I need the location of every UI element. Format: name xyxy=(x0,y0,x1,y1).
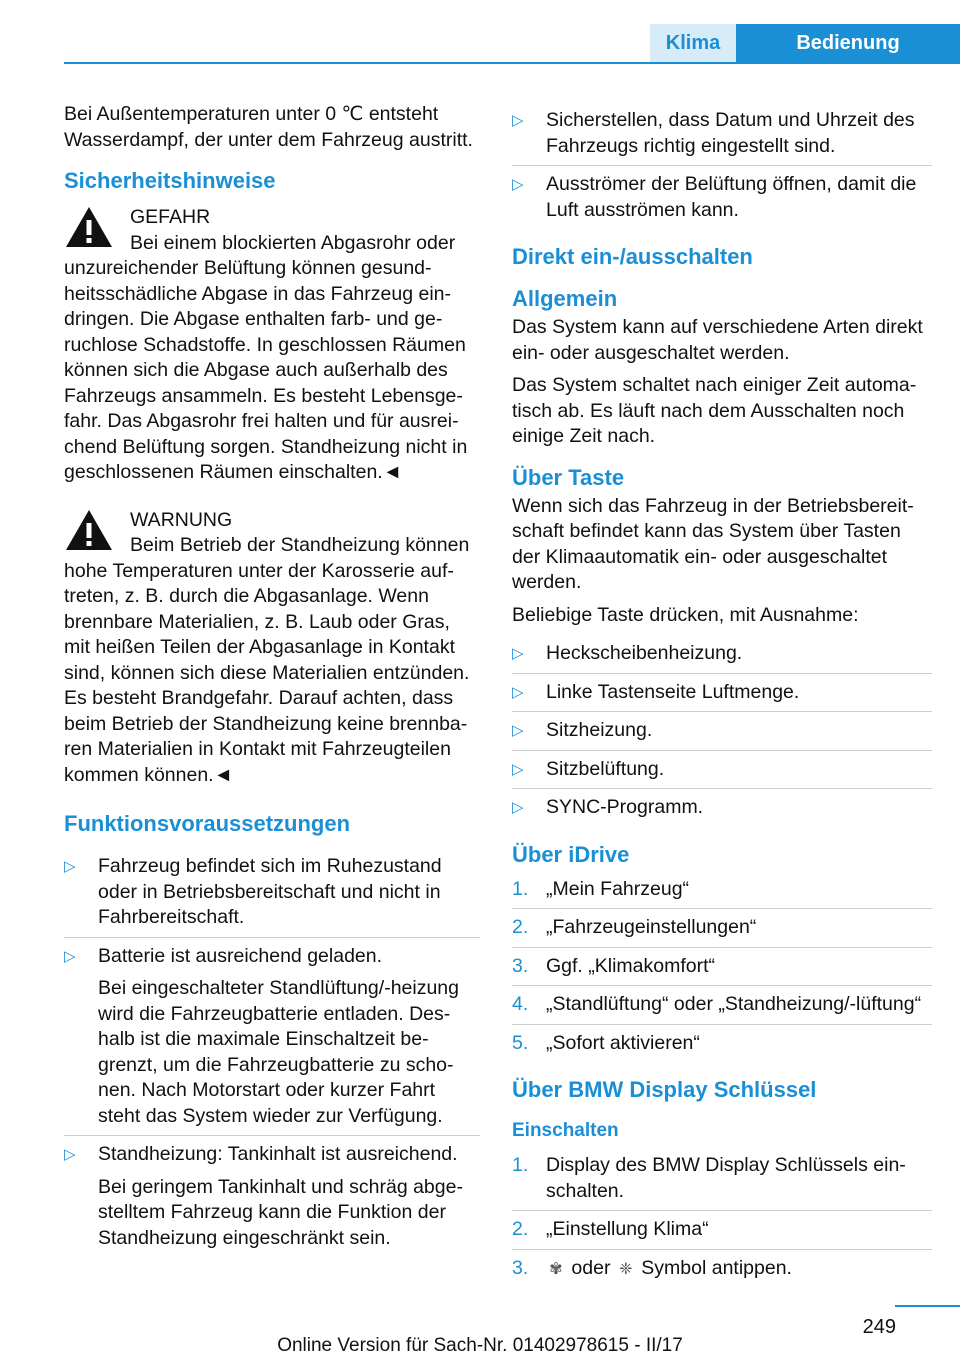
list-item-text: Standheizung: Tankinhalt ist ausreichend. xyxy=(98,1143,458,1165)
right-column xyxy=(512,102,932,1288)
step-item xyxy=(512,1024,932,1063)
requirements-list-continued xyxy=(512,102,932,229)
heading-direkt: Direkt ein-/ausschalten xyxy=(512,244,753,269)
step-item xyxy=(512,947,932,986)
step-text: „Fahrzeugeinstellungen“ xyxy=(546,916,757,938)
tab-klima[interactable]: Klima xyxy=(650,24,736,62)
warning-label: GEFAHR xyxy=(130,206,211,228)
step-number: 5. xyxy=(512,1031,529,1054)
requirements-list xyxy=(64,848,480,1257)
heating-icon: ❈ xyxy=(619,1260,633,1278)
step-text: Symbol antippen. xyxy=(641,1256,792,1279)
warning-text: Bei einem blockierten Abgasrohr oder unzureichender Belüftung können gesundheitsschädliche Abgase in das Fahrzeug eindringen. Die Abgase enthalten farb- und geruchlose Schadstoffe. In geschlossen Räumen können sich die Abgase auch außerhalb des Fahrzeugs ansammeln. Es besteht Lebensgefahr. Das Abgasrohr frei halten und für ausreichend Belüftung sorgen. Standheizung nicht in geschlossenen Räumen einschalten.◄ xyxy=(64,231,468,483)
intro-paragraph: Bei Außentemperaturen unter 0 ℃ entsteht Wasserdampf, der unter dem Fahrzeug austritt. xyxy=(64,103,473,151)
step-text: „Standlüftung“ oder „Standheizung/-lüftung“ xyxy=(546,993,922,1015)
list-item-text: Fahrzeug befindet sich im Ruhezustand oder in Betriebsbereitschaft und nicht in Fahrbereitschaft. xyxy=(98,855,442,928)
list-item-text: Sicherstellen, dass Datum und Uhrzeit des Fahrzeugs richtig eingestellt sind. xyxy=(546,109,915,157)
left-column xyxy=(64,102,480,1257)
paragraph: Das System schaltet nach einiger Zeit automatisch ab. Es läuft nach dem Ausschalten noch einige Zeit nach. xyxy=(512,374,917,447)
step-number: 3. xyxy=(512,954,529,977)
page-number: 249 xyxy=(862,1316,896,1338)
list-item-note: Bei geringem Tankinhalt und schräg abgestelltem Fahrzeug kann die Funktion der Standheizung eingeschränkt sein. xyxy=(98,1175,463,1249)
tab-bedienung[interactable]: Bedienung xyxy=(736,24,960,62)
list-item-text: Heckscheibenheizung. xyxy=(546,642,743,664)
warning-triangle-icon xyxy=(64,508,114,552)
paragraph: Beliebige Taste drücken, mit Ausnahme: xyxy=(512,603,859,626)
step-text: „Einstellung Klima“ xyxy=(546,1218,709,1240)
footer-rule xyxy=(895,1305,960,1307)
list-item-text: SYNC-Programm. xyxy=(546,796,704,818)
heading-ueber-idrive: Über iDrive xyxy=(512,841,630,867)
ventilation-icon: ✾ xyxy=(549,1260,563,1278)
list-item xyxy=(512,673,932,712)
step-text: Display des BMW Display Schlüssels einschalten. xyxy=(546,1154,906,1202)
step-item xyxy=(512,908,932,947)
page-header xyxy=(64,24,960,64)
step-text: Ggf. „Klimakomfort“ xyxy=(546,954,716,977)
step-item xyxy=(512,1210,932,1249)
idrive-steps xyxy=(512,871,932,1063)
heading-funktionsvoraussetzungen: Funktionsvoraussetzungen xyxy=(64,811,351,836)
list-item xyxy=(64,937,480,1136)
heading-allgemein: Allgemein xyxy=(512,286,618,311)
list-item-note: Bei eingeschalteter Standlüftung/-heizung wird die Fahrzeugbatterie entladen. Deshalb ist die maximale Einschaltzeit begrenzt, um die Fahrzeugbatterie zu schonen. Nach Motorstart oder kurzer Fahrt steht das System wieder zur Verfügung. xyxy=(98,977,459,1127)
list-item xyxy=(512,635,932,673)
warning-warnung xyxy=(64,508,480,789)
online-version-note: Online Version für Sach-Nr. 01402978615 - II/17 xyxy=(277,1335,683,1356)
list-item xyxy=(512,788,932,827)
list-item xyxy=(512,165,932,229)
step-text: oder xyxy=(571,1256,611,1279)
warning-triangle-icon xyxy=(64,205,114,249)
step-number: 3. xyxy=(512,1256,529,1279)
step-number: 1. xyxy=(512,877,529,900)
list-item xyxy=(512,750,932,789)
paragraph: Das System kann auf verschiedene Arten direkt ein- oder ausgeschaltet werden. xyxy=(512,316,923,364)
list-item xyxy=(64,848,480,937)
paragraph: Wenn sich das Fahrzeug in der Betriebsbereitschaft befindet kann das System über Tasten der Klimaautomatik ein- oder ausgeschaltet werden. xyxy=(512,494,914,593)
heading-bmw-display-schluessel: Über BMW Display Schlüssel xyxy=(512,1077,817,1102)
step-item xyxy=(512,871,932,909)
list-item-text: Linke Tastenseite Luftmenge. xyxy=(546,680,800,703)
key-steps xyxy=(512,1147,932,1288)
list-item xyxy=(64,1135,480,1257)
step-item xyxy=(512,985,932,1024)
heading-ueber-taste: Über Taste xyxy=(512,464,625,490)
list-item-text: Sitzheizung. xyxy=(546,719,653,741)
step-item xyxy=(512,1249,932,1289)
step-number: 1. xyxy=(512,1154,529,1176)
warning-gefahr xyxy=(64,205,480,486)
list-item xyxy=(512,102,932,165)
warning-label: WARNUNG xyxy=(130,508,233,531)
step-item xyxy=(512,1147,932,1210)
step-text: „Sofort aktivieren“ xyxy=(546,1031,700,1054)
step-text: „Mein Fahrzeug“ xyxy=(546,877,690,900)
list-item-text: Sitzbelüftung. xyxy=(546,757,665,780)
list-item-text: Batterie ist ausreichend geladen. xyxy=(98,944,383,967)
step-number: 2. xyxy=(512,1218,529,1240)
exception-list xyxy=(512,635,932,827)
list-item xyxy=(512,711,932,750)
heading-sicherheitshinweise: Sicherheitshinweise xyxy=(64,168,276,193)
warning-text: Beim Betrieb der Standheizung können hohe Temperaturen unter der Karosserie auftreten, z. B. durch die Abgasanlage. Wenn brennbare Materialien, z. B. Laub oder Gras, mit heißen Teilen der Abgasanlage in Kontakt sind, können sich diese Materialien entzünden. Es besteht Brandgefahr. Darauf achten, dass beim Betrieb der Standheizung keine brennbaren Materialien in Kontakt mit Fahrzeugteilen kommen können.◄ xyxy=(64,534,470,786)
list-item-text: Ausströmer der Belüftung öffnen, damit die Luft ausströmen kann. xyxy=(546,173,917,221)
step-number: 4. xyxy=(512,993,529,1015)
step-number: 2. xyxy=(512,916,529,938)
heading-einschalten: Einschalten xyxy=(512,1120,619,1141)
